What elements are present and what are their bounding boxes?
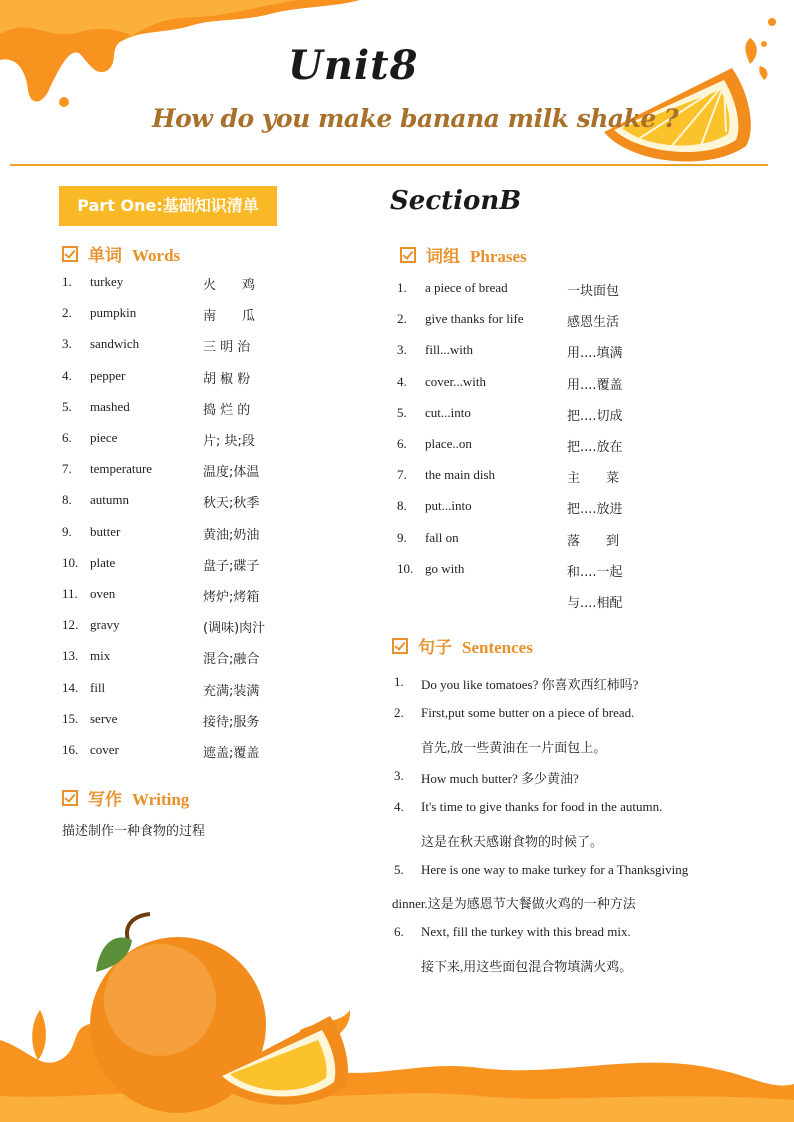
sentence-number: 6. (394, 924, 404, 940)
words-heading (62, 241, 180, 266)
word-english: sandwich (90, 336, 140, 352)
word-number: 3. (62, 336, 72, 352)
phrase-chinese: 一块面包 (567, 284, 620, 299)
word-english: butter (90, 523, 121, 539)
word-english: pepper (90, 367, 126, 383)
checkbox-icon (392, 638, 408, 654)
phrase-number: 7. (397, 467, 407, 483)
writing-heading-cn: 写作 (88, 790, 122, 810)
word-chinese: 盘子;碟子 (203, 558, 260, 574)
word-number: 15. (62, 710, 79, 726)
sentence-text: Here is one way to make turkey for a Thanksgiving (421, 861, 689, 877)
word-english: oven (90, 586, 116, 601)
part-one-label: Part One:基础知识清单 (59, 186, 277, 226)
sentences-heading-cn: 句子 (418, 638, 452, 658)
sentences-heading (392, 633, 533, 658)
word-chinese: 温度;体温 (203, 465, 260, 481)
word-number: 13. (62, 648, 79, 664)
orange-fruit-bottom-icon (0, 900, 794, 1122)
word-chinese: 烤炉;烤箱 (203, 590, 260, 605)
phrase-chinese: 与....相配 (567, 596, 623, 611)
word-number: 4. (62, 367, 72, 383)
word-english: serve (90, 710, 118, 726)
word-chinese: 火 鸡 (203, 278, 256, 293)
sentence-text: dinner.这是为感恩节大餐做火鸡的一种方法 (392, 896, 636, 912)
writing-heading-en: Writing (132, 790, 190, 809)
word-english: plate (90, 554, 116, 570)
word-number: 8. (62, 492, 72, 508)
phrase-chinese: 和....一起 (567, 564, 623, 580)
phrase-english: put...into (425, 498, 472, 514)
phrase-english: the main dish (425, 467, 496, 483)
word-number: 14. (62, 679, 79, 695)
word-chinese: 充满;装满 (203, 683, 260, 699)
phrase-chinese: 用....覆盖 (567, 377, 623, 393)
sentence-text: Do you like tomatoes? 你喜欢西红柿吗? (421, 677, 639, 692)
word-english: pumpkin (90, 305, 137, 321)
word-chinese: 三 明 治 (203, 340, 251, 356)
phrase-number: 10. (397, 560, 414, 576)
section-title: SectionB (390, 186, 522, 216)
word-chinese: 秋天;秋季 (203, 496, 260, 512)
phrase-chinese: 把....放进 (567, 502, 623, 518)
phrase-english: fill...with (425, 342, 474, 358)
phrase-number: 9. (397, 529, 407, 545)
writing-heading (62, 785, 189, 810)
phrase-chinese: 主 菜 (567, 471, 620, 487)
sentence-number: 5. (394, 861, 404, 877)
word-english: turkey (90, 274, 124, 289)
sentence-text: First,put some butter on a piece of bread. (421, 705, 635, 721)
phrase-chinese: 落 到 (567, 533, 620, 549)
checkbox-icon (400, 247, 416, 263)
word-number: 16. (62, 742, 79, 757)
word-chinese: (调味)肉汁 (203, 621, 266, 637)
word-english: cover (90, 742, 119, 757)
word-number: 2. (62, 305, 72, 321)
phrase-english: cover...with (425, 373, 487, 389)
word-number: 10. (62, 554, 79, 570)
phrase-english: give thanks for life (425, 311, 524, 327)
phrases-heading-cn: 词组 (426, 247, 460, 267)
word-chinese: 胡 椒 粉 (203, 371, 251, 387)
word-chinese: 黄油;奶油 (203, 527, 260, 543)
writing-text: 描述制作一种食物的过程 (62, 824, 206, 839)
word-number: 7. (62, 461, 72, 477)
word-number: 5. (62, 398, 72, 414)
word-chinese: 捣 烂 的 (203, 402, 251, 418)
sentence-text: Next, fill the turkey with this bread mix. (421, 924, 631, 940)
phrase-number: 6. (397, 436, 407, 451)
word-chinese: 遮盖;覆盖 (203, 746, 260, 761)
phrase-chinese: 感恩生活 (567, 315, 620, 331)
words-heading-cn: 单词 (88, 246, 122, 266)
phrases-heading-en: Phrases (470, 247, 527, 266)
word-chinese: 接待;服务 (203, 714, 260, 730)
phrase-number: 5. (397, 404, 407, 420)
word-number: 6. (62, 430, 72, 445)
phrase-number: 4. (397, 373, 407, 389)
phrase-english: fall on (425, 529, 459, 545)
word-english: piece (90, 430, 118, 445)
lesson-subtitle: How do you make banana milk shake ? (152, 104, 679, 133)
phrase-english: go with (425, 560, 465, 576)
phrases-heading (400, 242, 527, 267)
unit-title: Unit8 (288, 42, 419, 89)
sentence-number: 1. (394, 674, 404, 689)
header-divider (10, 164, 768, 166)
sentence-text: How much butter? 多少黄油? (421, 770, 579, 786)
checkbox-icon (62, 246, 78, 262)
word-english: mix (90, 648, 111, 664)
sentence-text: 接下来,用这些面包混合物填满火鸡。 (421, 958, 633, 974)
phrase-number: 8. (397, 498, 407, 514)
sentences-heading-en: Sentences (462, 638, 533, 657)
word-english: mashed (90, 398, 130, 414)
word-number: 1. (62, 274, 72, 289)
orange-slice-top-right-icon (600, 14, 786, 174)
word-number: 9. (62, 523, 72, 539)
phrase-english: cut...into (425, 404, 471, 420)
checkbox-icon (62, 790, 78, 806)
words-heading-en: Words (132, 246, 181, 265)
phrase-number: 1. (397, 280, 407, 295)
word-english: gravy (90, 617, 120, 633)
sentence-number: 4. (394, 799, 404, 815)
sentence-text: 首先,放一些黄油在一片面包上。 (421, 739, 607, 755)
phrase-number: 3. (397, 342, 407, 358)
sentence-text: 这是在秋天感谢食物的时候了。 (421, 833, 604, 849)
word-english: autumn (90, 492, 129, 508)
word-chinese: 南 瓜 (203, 309, 256, 325)
phrase-english: a piece of bread (425, 280, 508, 295)
phrase-chinese: 把....切成 (567, 408, 623, 424)
sentence-text: It's time to give thanks for food in the autumn. (421, 799, 663, 815)
phrase-english: place..on (425, 436, 472, 451)
sentence-number: 3. (394, 767, 404, 783)
word-number: 11. (62, 586, 78, 601)
sentence-number: 2. (394, 705, 404, 721)
word-english: temperature (90, 461, 153, 477)
word-english: fill (90, 679, 106, 695)
word-chinese: 混合;融合 (203, 652, 260, 668)
word-number: 12. (62, 617, 79, 633)
phrase-number: 2. (397, 311, 407, 327)
word-chinese: 片; 块;段 (203, 434, 255, 449)
phrase-chinese: 用....填满 (567, 346, 623, 362)
phrase-chinese: 把....放在 (567, 440, 623, 455)
